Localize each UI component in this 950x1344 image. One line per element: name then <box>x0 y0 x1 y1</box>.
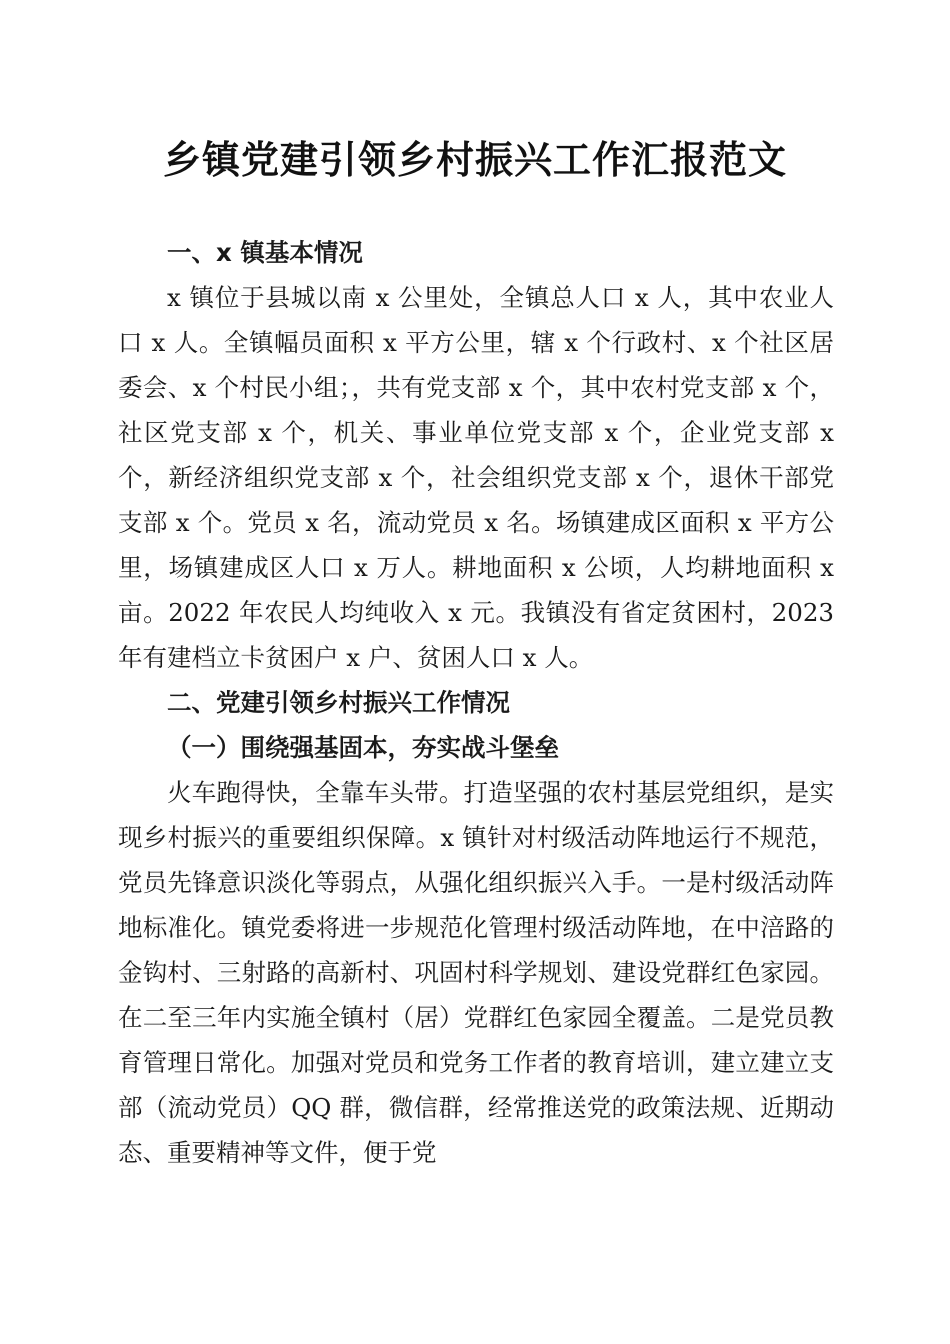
document-title: 乡镇党建引领乡村振兴工作汇报范文 <box>162 137 787 182</box>
section-heading-basic-info: 一、x 镇基本情况 <box>167 238 363 267</box>
document-body <box>118 230 834 1175</box>
paragraph-work-status: 火车跑得快，全靠车头带。打造坚强的农村基层党组织，是实现乡村振兴的重要组织保障。x 镇针对村级活动阵地运行不规范，党员先锋意识淡化等弱点，从强化组织振兴入手。一是村级活动阵地标准化。镇党委将进一步规范化管理村级活动阵地，在中涪路的金钩村、三射路的高新村、巩固村科学规划、建设党群红色家园。在二至三年内实施全镇村（居）党群红色家园全覆盖。二是党员教育管理日常化。加强对党员和党务工作者的教育培训，建立建立支部（流动党员）QQ 群，微信群，经常推送党的政策法规、近期动态、重要精神等文件，便于党 <box>118 778 834 1167</box>
section-heading-work-status: 二、党建引领乡村振兴工作情况 <box>167 688 510 717</box>
subsection-heading-1: （一）围绕强基固本，夯实战斗堡垒 <box>167 733 559 762</box>
paragraph-basic-info: x 镇位于县城以南 x 公里处，全镇总人口 x 人，其中农业人口 x 人。全镇幅员面积 x 平方公里，辖 x 个行政村、x 个社区居委会、x 个村民小组；，共有党支部 x 个，其中农村党支部 x 个，社区党支部 x 个，机关、事业单位党支部 x 个，企业党支部 x 个，新经济组织党支部 x 个，社会组织党支部 x 个，退休干部党支部 x 个。党员 x 名，流动党员 x 名。场镇建成区面积 x 平方公里，场镇建成区人口 x 万人。耕地面积 x 公顷，人均耕地面积 x 亩。2022 年农民人均纯收入 x 元。我镇没有省定贫困村，2023 年有建档立卡贫困户 x 户、贫困人口 x 人。 <box>118 283 834 672</box>
